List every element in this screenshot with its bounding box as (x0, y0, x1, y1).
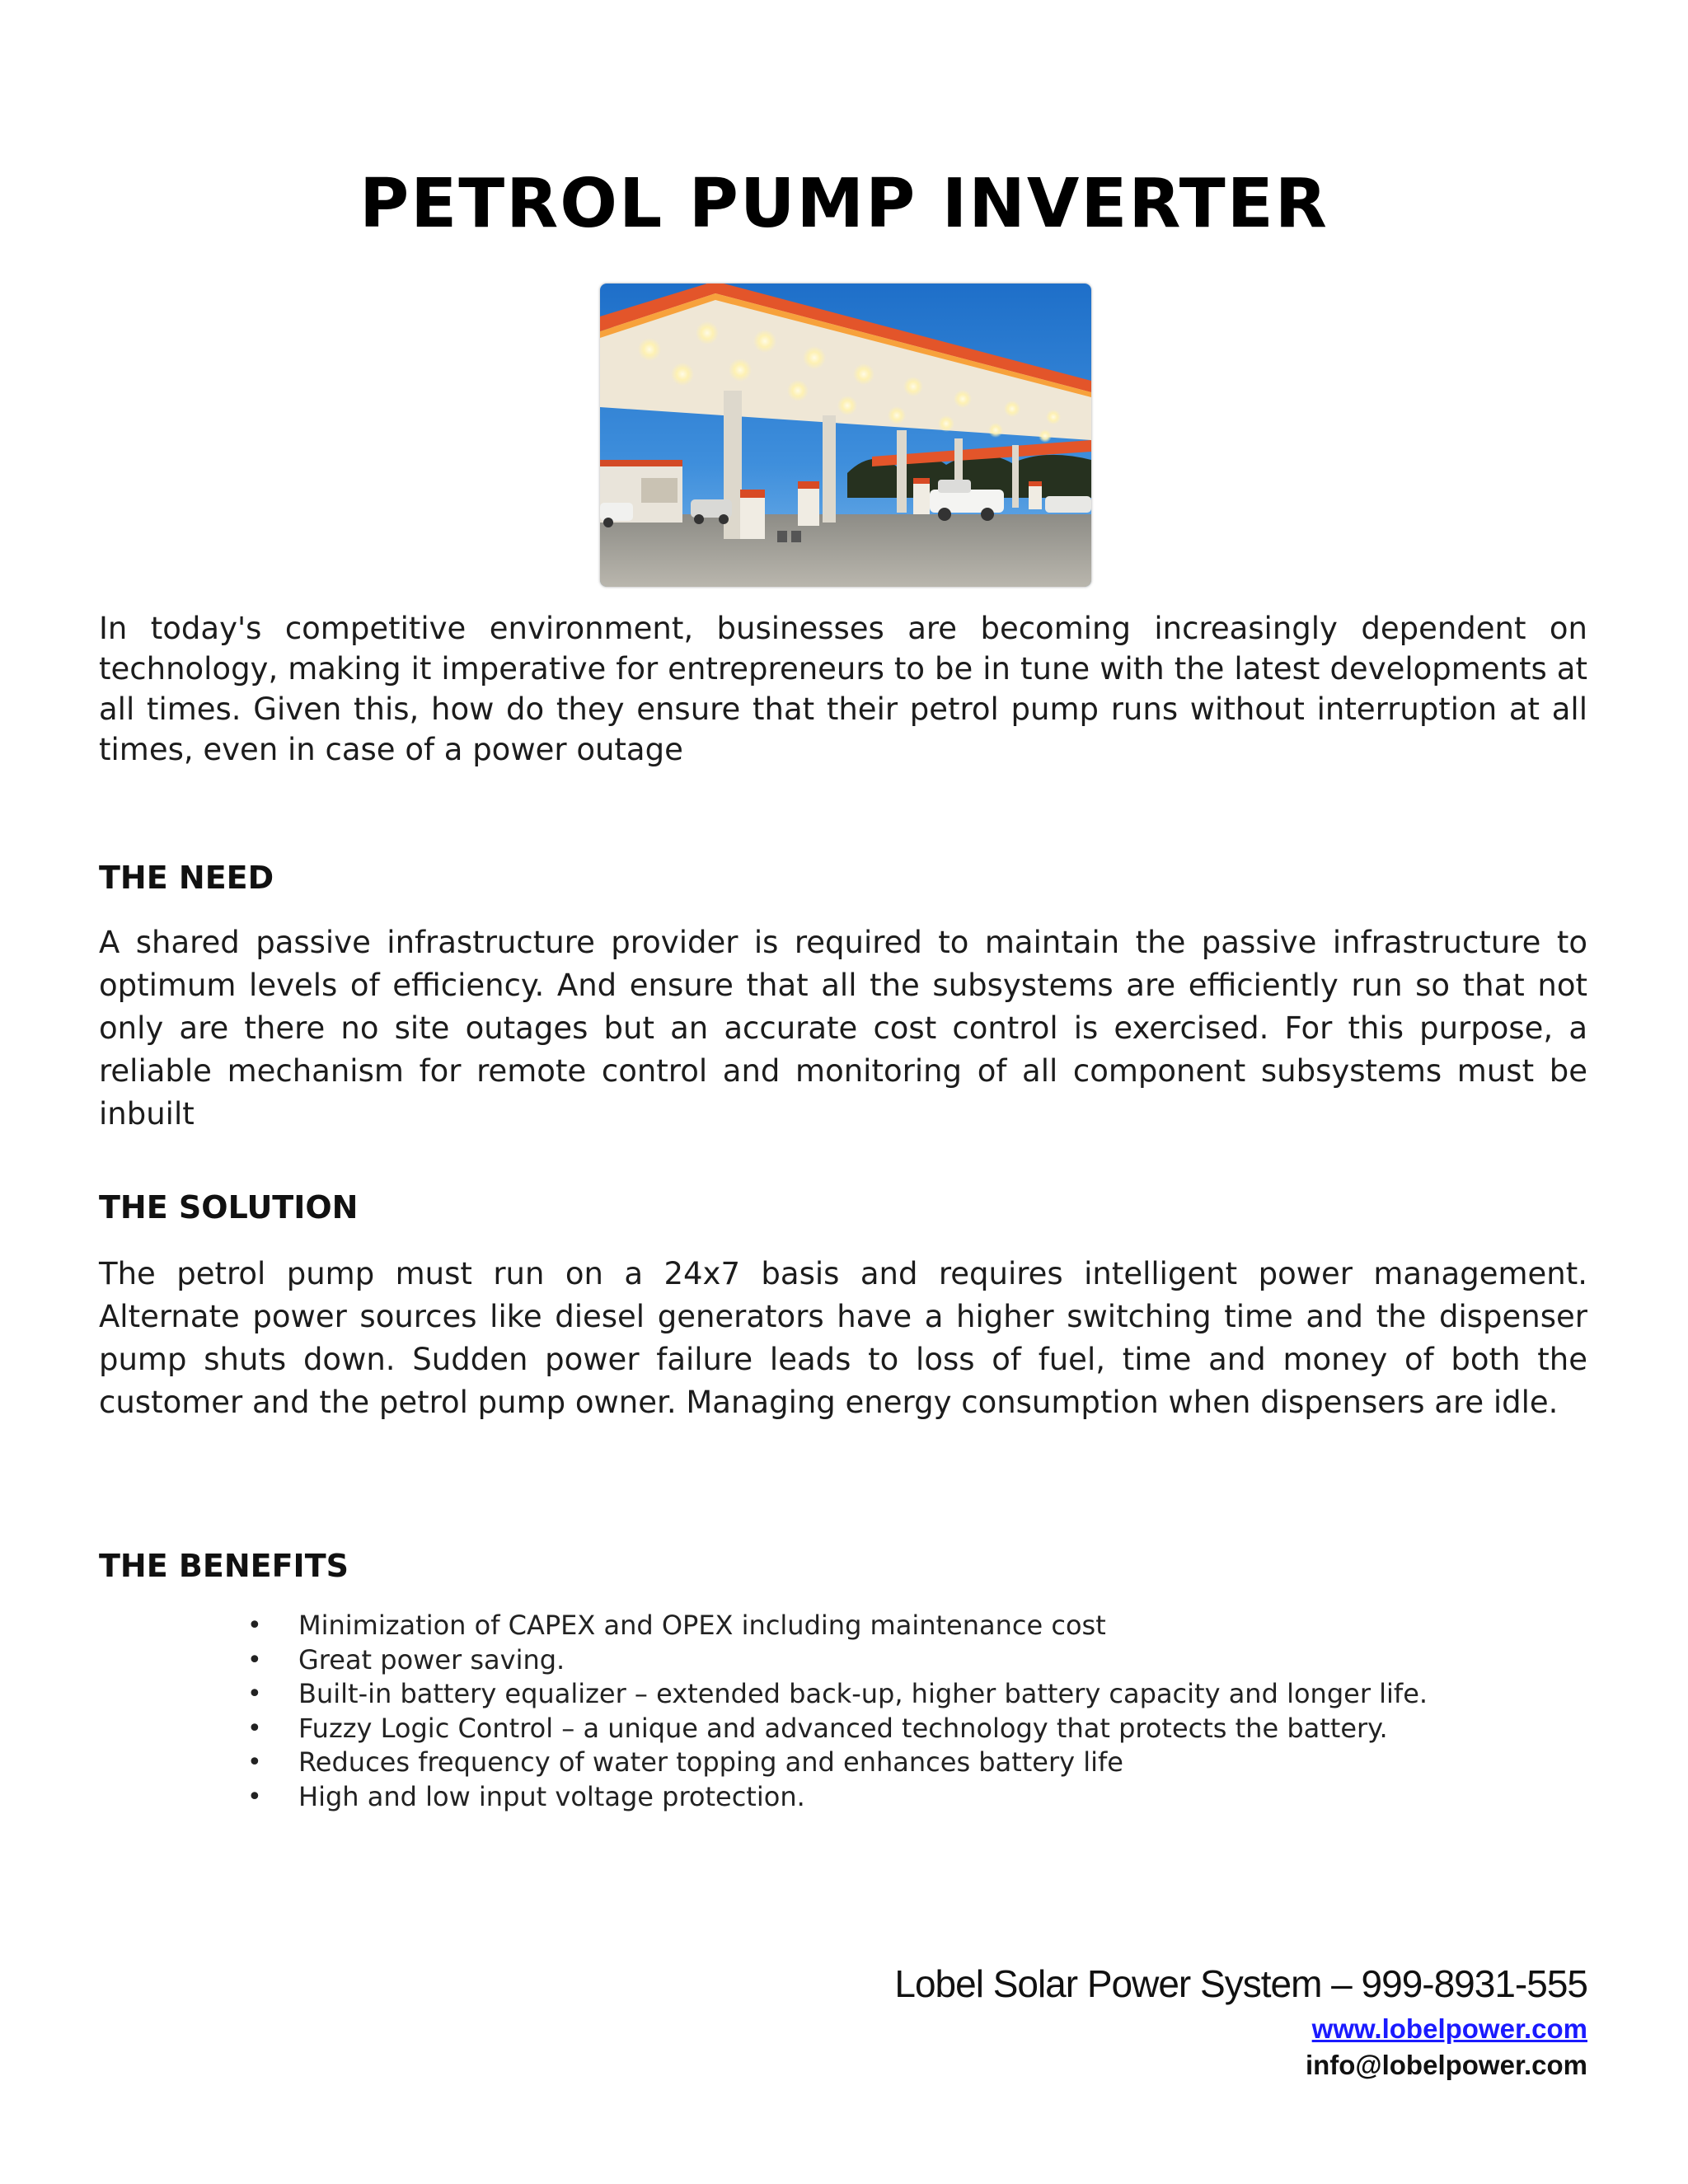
list-item (247, 1609, 1428, 1643)
benefit-text: Minimization of CAPEX and OPEX including maintenance cost (298, 1610, 1106, 1641)
bullet-icon: • (247, 1713, 262, 1743)
bullet-icon: • (247, 1782, 262, 1811)
benefit-text: Built-in battery equalizer – extended back-up, higher battery capacity and longer life. (298, 1678, 1428, 1709)
list-item (247, 1677, 1428, 1712)
list-item (247, 1746, 1428, 1780)
bullet-icon: • (247, 1611, 262, 1640)
benefit-text: Fuzzy Logic Control – a unique and advanced technology that protects the battery. (298, 1712, 1388, 1744)
benefit-text: Great power saving. (298, 1643, 565, 1675)
bullet-icon: • (247, 1748, 262, 1777)
solution-paragraph: The petrol pump must run on a 24x7 basis and requires intelligent power management. Alternate power sources like diesel generators have a higher switching time and the dispenser pump shuts down. Sudden power failure leads to loss of fuel, time and money of both the customer and the petrol pump owner. Managing energy consumption when dispensers are idle. (99, 1256, 1587, 1420)
list-item (247, 1780, 1428, 1815)
benefit-text: High and low input voltage protection. (298, 1780, 805, 1812)
intro-paragraph: In today's competitive environment, businesses are becoming increasingly dependent on technology, making it imperative for entrepreneurs to be in tune with the latest developments at all times. Given this, how do they ensure that their petrol pump runs without interruption at all times, even in case of a power outage (99, 611, 1587, 767)
petrol-station-photo (600, 284, 1091, 587)
benefits-heading: THE BENEFITS (99, 1548, 349, 1584)
page-title: PETROL PUMP INVERTER (359, 165, 1329, 243)
list-item (247, 1643, 1428, 1678)
solution-heading: THE SOLUTION (99, 1189, 359, 1226)
company-contact-line: Lobel Solar Power System – 999-8931-555 (894, 1962, 1587, 2005)
email-address[interactable]: info@lobelpower.com (1305, 2050, 1587, 2080)
need-paragraph: A shared passive infrastructure provider is required to maintain the passive infrastructure to optimum levels of efficiency. And ensure that all the subsystems are efficiently run so that not only are there no site outages but an accurate cost control is exercised. For this purpose, a reliable mechanism for remote control and monitoring of all component subsystems must be inbuilt (99, 925, 1587, 1132)
benefit-text: Reduces frequency of water topping and enhances battery life (298, 1746, 1123, 1778)
bullet-icon: • (247, 1645, 262, 1675)
need-heading: THE NEED (99, 860, 274, 896)
bullet-icon: • (247, 1680, 262, 1708)
list-item (247, 1712, 1428, 1746)
benefits-list (247, 1609, 1428, 1814)
website-link[interactable]: www.lobelpower.com (1311, 2013, 1587, 2044)
